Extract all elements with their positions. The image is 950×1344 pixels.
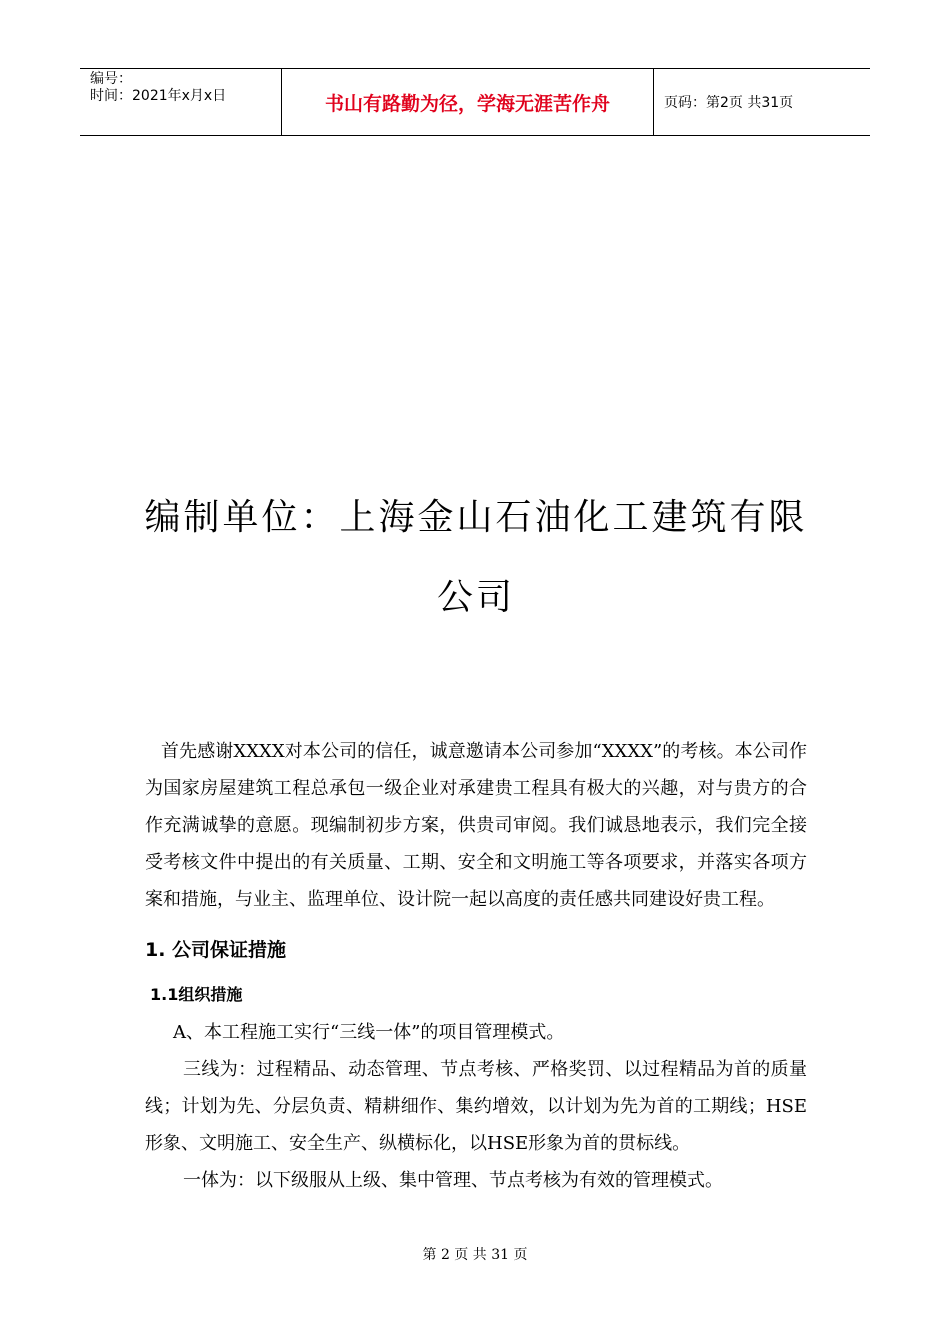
- title-line-2: 公司: [436, 577, 515, 618]
- document-body: [145, 733, 807, 1199]
- item-a-paragraph: A、本工程施工实行“三线一体”的项目管理模式。: [173, 1022, 565, 1043]
- intro-paragraph: 首先感谢XXXX对本公司的信任，诚意邀请本公司参加“XXXX”的考核。本公司作为国家房屋建筑工程总承包一级企业对承建贵工程具有极大的兴趣，对与贵方的合作充满诚挚的意愿。现编制初步方案，供贵司审阅。我们诚恳地表示，我们完全接受考核文件中提出的有关质量、工期、安全和文明施工等各项要求，并落实各项方案和措施，与业主、监理单位、设计院一起以高度的责任感共同建设好贵工程。: [145, 741, 807, 910]
- three-lines-paragraph: 三线为：过程精品、动态管理、节点考核、严格奖罚、以过程精品为首的质量线；计划为先、分层负责、精耕细作、集约增效，以计划为先为首的工期线；HSE形象、文明施工、安全生产、纵横标化，以HSE形象为首的贯标线。: [145, 1059, 807, 1154]
- document-number-label: 编号：: [90, 71, 132, 87]
- title-line-1: 编制单位：上海金山石油化工建筑有限: [144, 497, 808, 538]
- document-title: [140, 478, 812, 638]
- page-header: [80, 68, 870, 136]
- header-page-info: 页码：第2页 共31页: [664, 95, 794, 111]
- one-body-paragraph: 一体为：以下级服从上级、集中管理、节点考核为有效的管理模式。: [183, 1170, 723, 1191]
- header-meta: [80, 69, 282, 135]
- section-heading-1-1: 1.1组织措施: [150, 985, 243, 1004]
- page-footer: 第 2 页 共 31 页: [422, 1247, 528, 1263]
- header-motto: 书山有路勤为径，学海无涯苦作舟: [282, 69, 654, 135]
- document-date: 时间：2021年x月x日: [90, 88, 227, 104]
- section-heading-1: 1. 公司保证措施: [145, 939, 287, 961]
